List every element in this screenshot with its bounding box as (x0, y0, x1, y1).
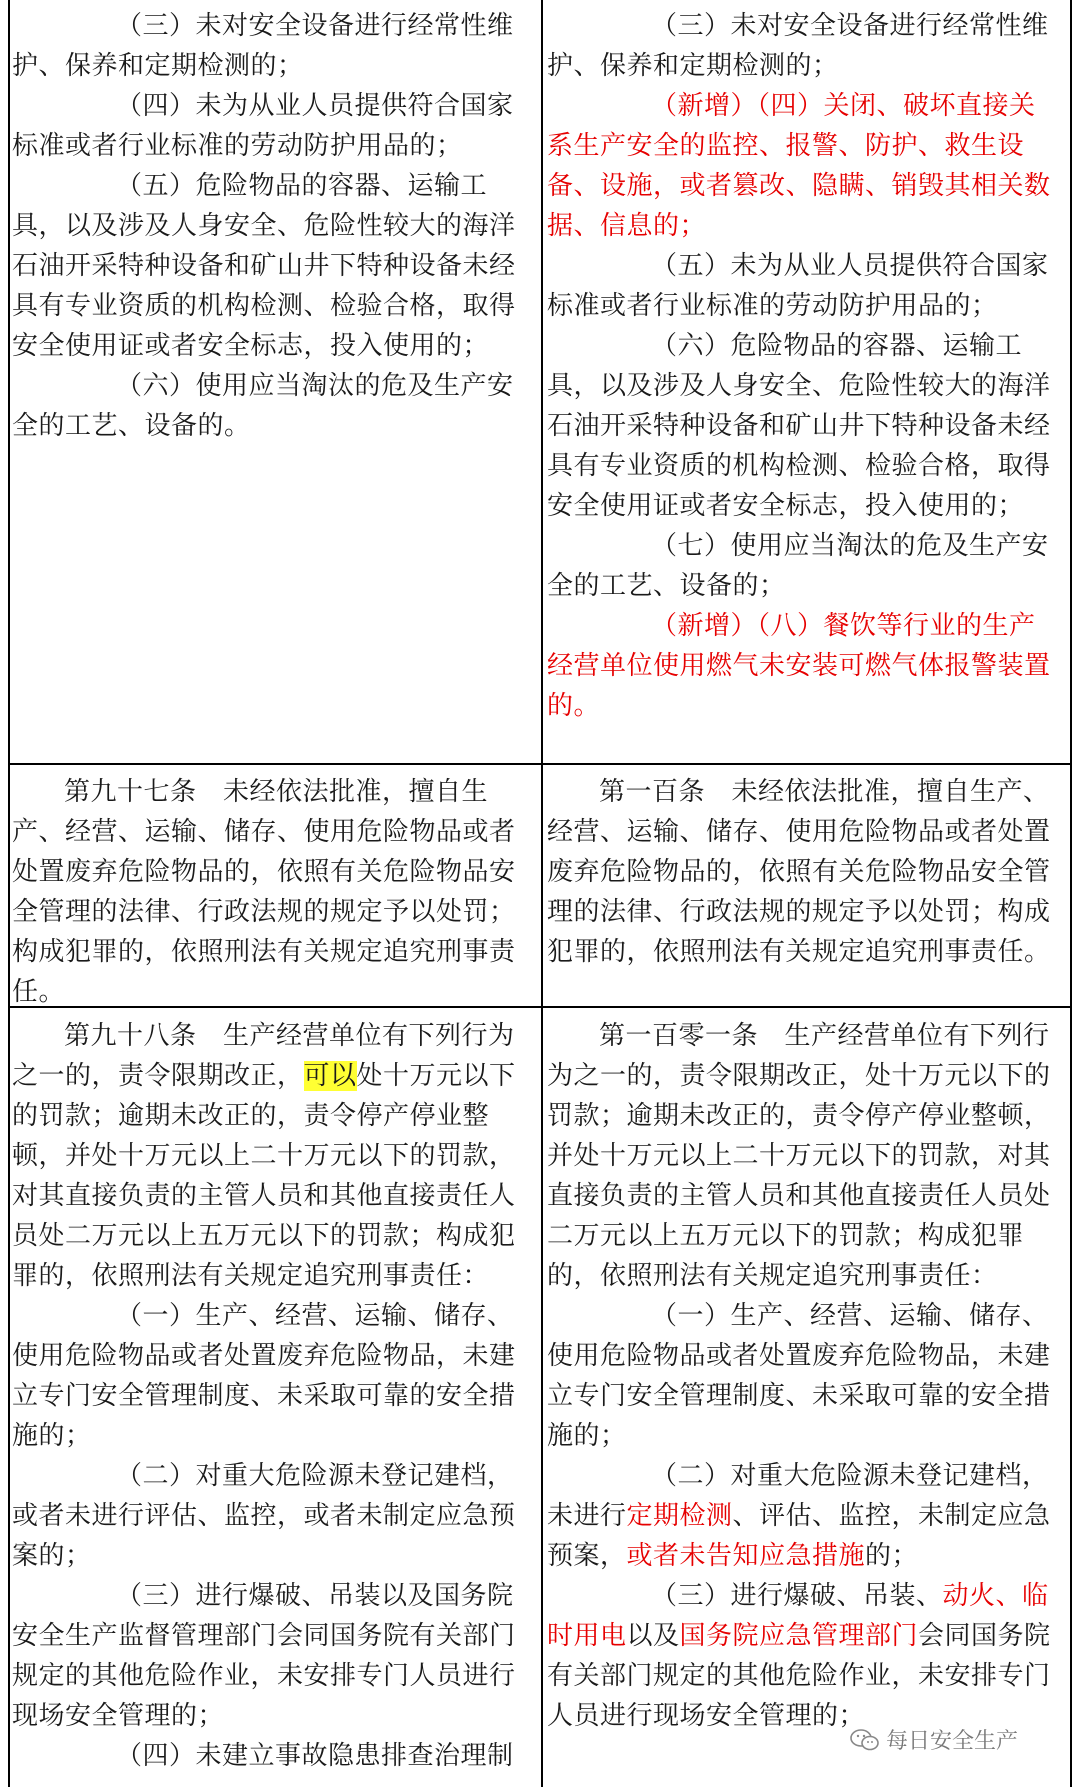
clause-text: （六）危险物品的容器、运输工具，以及涉及人身安全、危险性较大的海洋石油开采特种设备和矿山井下特种设备未经具有专业资质的机构检测、检验合格，取得安全使用证或者安全标志，投入使用的； (547, 331, 1051, 521)
clause-part: 的； (865, 1541, 919, 1571)
column-divider (541, 0, 543, 1787)
new-clause-text: （新增）（八）餐饮等行业的生产经营单位使用燃气未安装可燃气体报警装置的。 (547, 611, 1051, 721)
clause-text: （四）未为从业人员提供符合国家标准或者行业标准的劳动防护用品的； (12, 91, 514, 161)
clause-text: （一）生产、经营、运输、储存、使用危险物品或者处置废弃危险物品，未建立专门安全管理制度、未采取可靠的安全措施的； (547, 1301, 1051, 1451)
clause-part: 以及 (626, 1621, 680, 1651)
wechat-icon (850, 1728, 880, 1752)
clause-part: （三）进行爆破、吊装、 (651, 1581, 943, 1611)
article-98-intro-rest: 处十万元以下的罚款；逾期未改正的，责令停产停业整顿，并处十万元以上二十万元以下的罚款，对其直接负责的主管人员和其他直接责任人员处二万元以上五万元以下的罚款；构成犯罪的，依照刑法有关规定追究刑事责任： (12, 1061, 516, 1291)
clause-text: （三）未对安全设备进行经常性维护、保养和定期检测的； (547, 11, 1049, 81)
clause-part: 会同国务院有关部门规定的其他危险作业，未安排专门人员进行现场安全管理的； (547, 1621, 1051, 1731)
article-98-intro: 第九十八条 生产经营单位有下列行为之一的，责令限期改正， (12, 1021, 515, 1091)
clause-text: （四）未建立事故隐患排查治理制 (116, 1741, 514, 1771)
changed-text: 定期检测 (626, 1501, 733, 1531)
clause-text: （五）危险物品的容器、运输工具，以及涉及人身安全、危险性较大的海洋石油开采特种设备和矿山井下特种设备未经具有专业资质的机构检测、检验合格，取得安全使用证或者安全标志，投入使用的； (12, 171, 516, 361)
row3-right-cell (547, 1016, 1052, 1736)
clause-text: （三）未对安全设备进行经常性维护、保养和定期检测的； (12, 11, 514, 81)
clause-text: （三）进行爆破、吊装以及国务院安全生产监督管理部门会同国务院有关部门规定的其他危险作业，未安排专门人员进行现场安全管理的； (12, 1581, 516, 1731)
row-divider (10, 763, 1070, 765)
clause-text: （一）生产、经营、运输、储存、使用危险物品或者处置废弃危险物品，未建立专门安全管理制度、未采取可靠的安全措施的； (12, 1301, 516, 1451)
row1-right-cell (547, 6, 1052, 726)
changed-text: 动火、临时用电 (547, 1581, 1049, 1651)
clause-text: （七）使用应当淘汰的危及生产安全的工艺、设备的； (547, 531, 1049, 601)
clause-text (547, 1456, 1052, 1576)
changed-text: 国务院应急管理部门 (679, 1621, 919, 1651)
watermark (850, 1724, 1018, 1755)
watermark-text: 每日安全生产 (885, 1729, 1018, 1754)
clause-text: （六）使用应当淘汰的危及生产安全的工艺、设备的。 (12, 371, 514, 441)
new-clause-text: （新增）（四）关闭、破坏直接关系生产安全的监控、报警、防护、救生设备、设施，或者篡改、隐瞒、销毁其相关数据、信息的； (547, 91, 1051, 241)
row1-left-cell (12, 6, 522, 446)
row2-left-cell (12, 772, 522, 1012)
article-101-text: 第一百零一条 生产经营单位有下列行为之一的，责令限期改正，处十万元以下的罚款；逾期未改正的，责令停产停业整顿，并处十万元以上二十万元以下的罚款，对其直接负责的主管人员和其他直接责任人员处二万元以上五万元以下的罚款；构成犯罪的，依照刑法有关规定追究刑事责任： (547, 1021, 1051, 1291)
row3-left-cell (12, 1016, 522, 1776)
highlighted-text: 可以 (303, 1061, 357, 1091)
clause-text (547, 1576, 1052, 1736)
article-97-text: 第九十七条 未经依法批准，擅自生产、经营、运输、储存、使用危险物品或者处置废弃危险物品的，依照有关危险物品安全管理的法律、行政法规的规定予以处罚；构成犯罪的，依照刑法有关规定追究刑事责任。 (12, 777, 516, 1007)
clause-part: 、评估、监控，未制定应急预案， (547, 1501, 1051, 1571)
changed-text: 或者未告知应急措施 (626, 1541, 866, 1571)
clause-text: （五）未为从业人员提供符合国家标准或者行业标准的劳动防护用品的； (547, 251, 1049, 321)
clause-part: （二）对重大危险源未登记建档，未进行 (547, 1461, 1049, 1531)
article-100-text: 第一百条 未经依法批准，擅自生产、经营、运输、储存、使用危险物品或者处置废弃危险物品的，依照有关危险物品安全管理的法律、行政法规的规定予以处罚；构成犯罪的，依照刑法有关规定追究刑事责任。 (547, 777, 1051, 967)
article-98-text (12, 1016, 522, 1296)
clause-text: （二）对重大危险源未登记建档，或者未进行评估、监控，或者未制定应急预案的； (12, 1461, 516, 1571)
row2-right-cell (547, 772, 1052, 972)
